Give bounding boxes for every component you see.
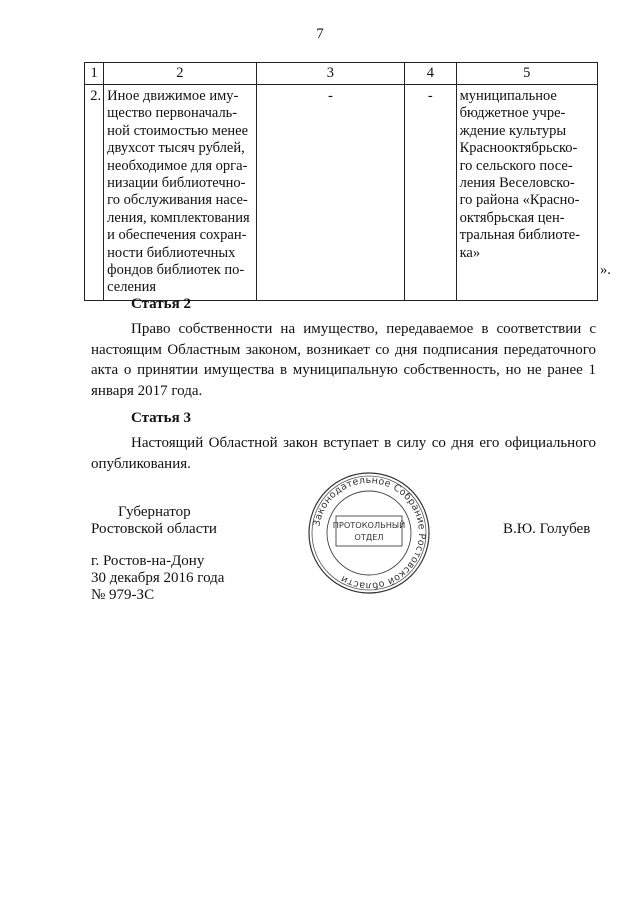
law-number: № 979-ЗС [91, 587, 155, 603]
article2-text [91, 319, 596, 401]
property-table [84, 62, 598, 301]
stamp-ring-text: Законодательное Собрание Ростовской области [311, 474, 428, 592]
article3-body: Настоящий Областной закон вступает в силу со дня его официального опубликования. [91, 435, 596, 472]
article3-text [91, 433, 596, 474]
header-cell-5: 5 [456, 63, 597, 85]
governor-title-line1: Губернатор [118, 504, 191, 520]
city: г. Ростов-на-Дону [91, 553, 205, 569]
stamp-center-line2: ОТДЕЛ [354, 532, 384, 542]
governor-name: В.Ю. Голубев [503, 521, 591, 537]
row-number: 2. [85, 85, 104, 301]
closing-quote: ». [600, 262, 611, 278]
header-cell-3: 3 [256, 63, 404, 85]
table-row [85, 85, 598, 301]
table-header-row [85, 63, 598, 85]
recipient-institution: муниципальное бюджетное учре- ждение культуры Краснооктябрьско- го сельского посе- ления Веселовско- го района «Красно- октябрьская цен- тральная библиоте- ка» [456, 85, 597, 301]
page-number: 7 [316, 26, 324, 42]
date: 30 декабря 2016 года [91, 570, 225, 586]
header-cell-4: 4 [405, 63, 457, 85]
article2-heading: Статья 2 [131, 296, 191, 312]
article3-heading: Статья 3 [131, 410, 191, 426]
stamp-center-line1: ПРОТОКОЛЬНЫЙ [332, 520, 406, 530]
header-cell-2: 2 [104, 63, 256, 85]
cell-col3: - [256, 85, 404, 301]
article2-body: Право собственности на имущество, передаваемое в соответствии с настоящим Областным законом, возникает со дня подписания передаточного акта о принятии имущества в муниципальную собственность, но не ранее 1 января 2017 года. [91, 321, 596, 399]
cell-col4: - [405, 85, 457, 301]
header-cell-1: 1 [85, 63, 104, 85]
governor-title-line2: Ростовской области [91, 521, 217, 537]
property-description: Иное движимое иму- щество первоначаль- ной стоимостью менее двухсот тысяч рублей, необходимое для орга- низации библиотечно- го обслуживания насе- ления, комплектования и обеспечения сохран- ности библиотечных фондов библиотек по- селения [104, 85, 256, 301]
official-stamp [306, 470, 432, 596]
